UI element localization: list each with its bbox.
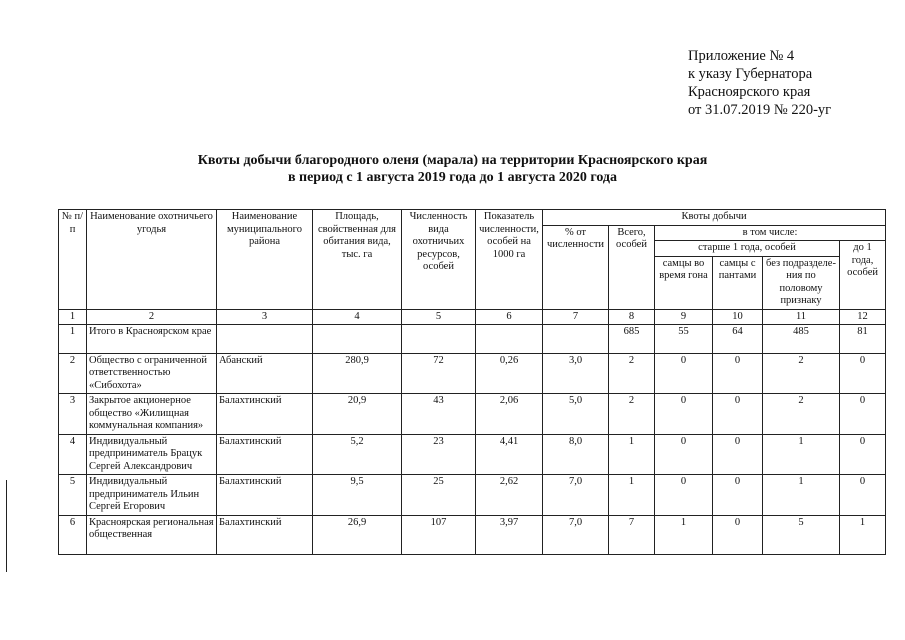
cell-antlers: 0 — [713, 434, 763, 475]
cell-population: 72 — [402, 353, 476, 394]
column-number: 4 — [313, 309, 402, 324]
header-total: Всего, особей — [609, 225, 655, 309]
cell-rut: 0 — [655, 434, 713, 475]
cell-under1: 0 — [840, 434, 886, 475]
cell-nogender: 2 — [763, 353, 840, 394]
cell-rut: 0 — [655, 475, 713, 516]
table-row — [59, 353, 886, 394]
table-row — [59, 324, 886, 353]
cell-density: 2,62 — [476, 475, 543, 516]
cell-nogender: 2 — [763, 394, 840, 435]
cell-rut: 1 — [655, 515, 713, 554]
cell-name: Красноярская региональная общественная — [87, 515, 217, 554]
header-area: Площадь, свойственная для обитания вида, тыс. га — [313, 210, 402, 310]
cell-num: 3 — [59, 394, 87, 435]
column-number: 8 — [609, 309, 655, 324]
cell-district: Балахтинский — [217, 475, 313, 516]
cell-under1: 0 — [840, 394, 886, 435]
cell-total: 1 — [609, 475, 655, 516]
margin-line — [6, 480, 7, 572]
cell-pct: 5,0 — [543, 394, 609, 435]
column-number-row — [59, 309, 886, 324]
table-row — [59, 394, 886, 435]
cell-density: 2,06 — [476, 394, 543, 435]
cell-num: 4 — [59, 434, 87, 475]
cell-name: Закрытое акционерное общество «Жилищная коммунальная компания» — [87, 394, 217, 435]
header-district: Наименование муниципального района — [217, 210, 313, 310]
cell-under1: 1 — [840, 515, 886, 554]
cell-num: 5 — [59, 475, 87, 516]
cell-total: 1 — [609, 434, 655, 475]
cell-pct — [543, 324, 609, 353]
cell-population: 43 — [402, 394, 476, 435]
cell-antlers: 64 — [713, 324, 763, 353]
header-antlers: самцы с пантами — [713, 256, 763, 309]
cell-density: 3,97 — [476, 515, 543, 554]
cell-population: 107 — [402, 515, 476, 554]
cell-name: Общество с ограниченной ответственностью «Сибохота» — [87, 353, 217, 394]
appendix-line-2: к указу Губернатора — [688, 66, 813, 82]
column-number: 7 — [543, 309, 609, 324]
cell-district: Балахтинский — [217, 394, 313, 435]
cell-population: 25 — [402, 475, 476, 516]
quota-table — [58, 209, 886, 555]
document-title — [0, 152, 905, 186]
cell-area — [313, 324, 402, 353]
cell-density: 0,26 — [476, 353, 543, 394]
column-number: 5 — [402, 309, 476, 324]
cell-under1: 0 — [840, 475, 886, 516]
table-row — [59, 434, 886, 475]
header-density: Показатель численности, особей на 1000 га — [476, 210, 543, 310]
cell-under1: 81 — [840, 324, 886, 353]
cell-area: 9,5 — [313, 475, 402, 516]
cell-rut: 55 — [655, 324, 713, 353]
cell-pct: 8,0 — [543, 434, 609, 475]
cell-total: 2 — [609, 394, 655, 435]
cell-pct: 7,0 — [543, 475, 609, 516]
cell-rut: 0 — [655, 394, 713, 435]
cell-population: 23 — [402, 434, 476, 475]
cell-nogender: 5 — [763, 515, 840, 554]
cell-district — [217, 324, 313, 353]
appendix-line-3: Красноярского края — [688, 84, 811, 100]
header-including: в том числе: — [655, 225, 886, 241]
cell-name: Итого в Красноярском крае — [87, 324, 217, 353]
cell-density — [476, 324, 543, 353]
cell-density: 4,41 — [476, 434, 543, 475]
column-number: 12 — [840, 309, 886, 324]
column-number: 2 — [87, 309, 217, 324]
cell-area: 280,9 — [313, 353, 402, 394]
cell-name: Индивидуальный предприниматель Брацук Сергей Александрович — [87, 434, 217, 475]
header-rut: самцы во время гона — [655, 256, 713, 309]
header-under1: до 1 года, особей — [840, 241, 886, 310]
header-nogender: без подразделе-ния по половому признаку — [763, 256, 840, 309]
column-number: 6 — [476, 309, 543, 324]
cell-total: 2 — [609, 353, 655, 394]
header-quotas: Квоты добычи — [543, 210, 886, 226]
cell-antlers: 0 — [713, 394, 763, 435]
cell-name: Индивидуальный предприниматель Ильин Сергей Егорович — [87, 475, 217, 516]
cell-total: 7 — [609, 515, 655, 554]
cell-antlers: 0 — [713, 515, 763, 554]
header-num: № п/п — [59, 210, 87, 310]
cell-area: 5,2 — [313, 434, 402, 475]
cell-nogender: 1 — [763, 475, 840, 516]
cell-under1: 0 — [840, 353, 886, 394]
header-hunting-ground: Наименование охотничьего угодья — [87, 210, 217, 310]
cell-antlers: 0 — [713, 353, 763, 394]
cell-num: 2 — [59, 353, 87, 394]
header-population: Численность вида охотничьих ресурсов, особей — [402, 210, 476, 310]
header-pct: % от численности — [543, 225, 609, 309]
table-row — [59, 515, 886, 554]
cell-population — [402, 324, 476, 353]
title-line-2: в период с 1 августа 2019 года до 1 августа 2020 года — [287, 170, 618, 185]
header-older: старше 1 года, особей — [655, 241, 840, 257]
title-line-1: Квоты добычи благородного оленя (марала) на территории Красноярского края — [197, 153, 708, 168]
cell-pct: 7,0 — [543, 515, 609, 554]
cell-district: Балахтинский — [217, 434, 313, 475]
column-number: 11 — [763, 309, 840, 324]
cell-num: 6 — [59, 515, 87, 554]
appendix-line-1: Приложение № 4 — [688, 48, 795, 64]
cell-total: 685 — [609, 324, 655, 353]
column-number: 1 — [59, 309, 87, 324]
cell-district: Балахтинский — [217, 515, 313, 554]
appendix-line-4: от 31.07.2019 № 220-уг — [688, 102, 832, 118]
cell-nogender: 485 — [763, 324, 840, 353]
cell-pct: 3,0 — [543, 353, 609, 394]
column-number: 3 — [217, 309, 313, 324]
cell-area: 20,9 — [313, 394, 402, 435]
column-number: 9 — [655, 309, 713, 324]
cell-rut: 0 — [655, 353, 713, 394]
cell-district: Абанский — [217, 353, 313, 394]
table-row — [59, 475, 886, 516]
cell-antlers: 0 — [713, 475, 763, 516]
column-number: 10 — [713, 309, 763, 324]
cell-num: 1 — [59, 324, 87, 353]
appendix-block — [688, 47, 831, 119]
cell-area: 26,9 — [313, 515, 402, 554]
cell-nogender: 1 — [763, 434, 840, 475]
